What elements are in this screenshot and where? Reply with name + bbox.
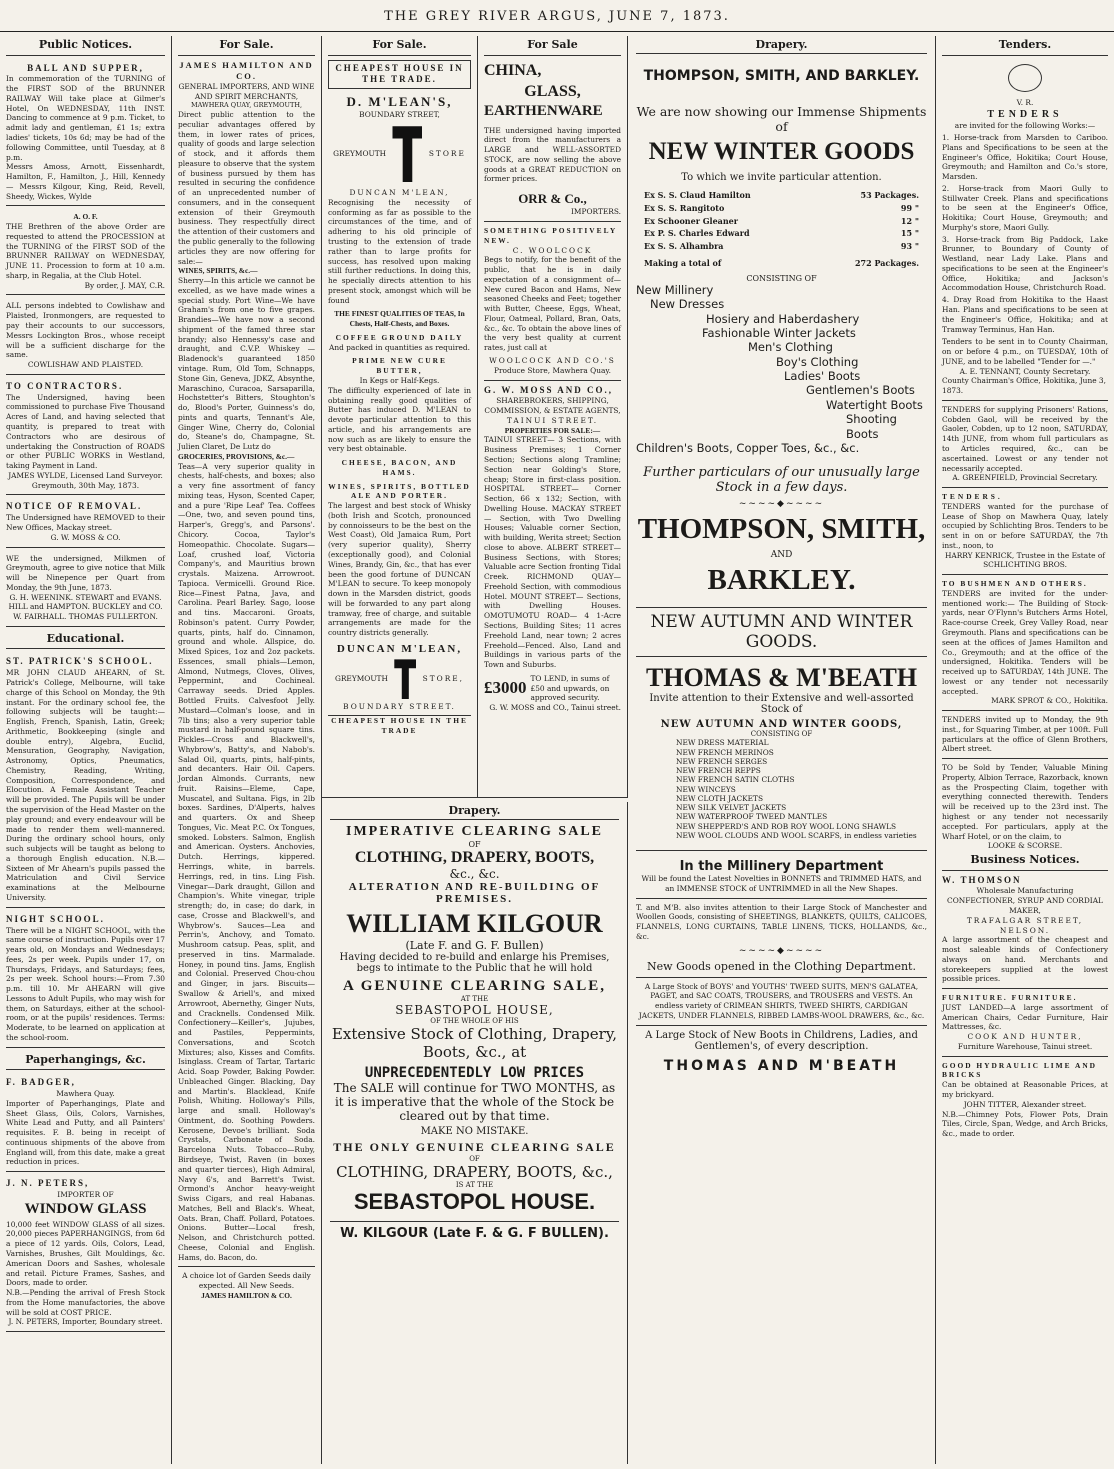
tennant-sign: A. E. TENNANT, County Secretary. — [959, 366, 1091, 376]
column-for-sale-china — [478, 36, 628, 798]
fabric-item: NEW SHEPPERD'S AND ROB ROY WOOL LONG SHAWLS — [676, 821, 897, 831]
shipment-qty: 93 " — [900, 241, 919, 252]
fabric-item: NEW FRENCH SATIN CLOTHS — [676, 775, 795, 785]
ball-notice — [6, 60, 165, 207]
aof-title: A. O. F. — [73, 212, 98, 222]
shipment-qty: 99 " — [900, 202, 919, 213]
peters-body: 10,000 feet WINDOW GLASS of all sizes. 20,000 pieces PAPERHANGINGS, from 6d a piece of 12 yards. Oils, Colors, Lead, Varnishes, Brushes, Gilt Mouldings, &c. American Doors and Sashes, wholesale and retail. Picture Frames, Sashes, and Doors, made to order. — [6, 1219, 165, 1288]
looke-sign: LOOKE & SCORSE. — [987, 841, 1063, 851]
tennant-place: County Chairman's Office, Hokitika, June 3, 1873. — [942, 376, 1106, 396]
cheapest-footer: CHEAPEST HOUSE IN THE TRADE — [328, 715, 471, 736]
total-label: Making a total of — [644, 257, 722, 268]
peters-nb: N.B.—Pending the arrival of Fresh Stock from the Home manufactories, the above will be sold at COST PRICE. — [6, 1288, 165, 1317]
kenrick-sign: HARRY KENRICK, Trustee in the Estate of SCHLICHTING BROS. — [944, 550, 1106, 570]
wines-line: WINES, SPIRITS, BOTTLED ALE AND PORTER. — [328, 481, 471, 501]
store-label: STORE — [428, 149, 466, 159]
thomson-sub: Wholesale Manufacturing CONFECTIONER, SYRUP AND CORDIAL MAKER, — [947, 886, 1103, 915]
badger-ad — [6, 1074, 165, 1172]
milk-sign: G. H. WEENINK. STEWART and EVANS. HILL and HAMPTON. BUCKLEY and CO. W. FAIRHALL. THOMAS FULLERTON. — [8, 592, 163, 622]
column-tenders — [936, 36, 1114, 1464]
aof-notice — [6, 209, 165, 295]
wines-body: Sherry—In this article we cannot be excelled, as we have made wines a special study. Port Wine—We have Graham's from one to five grapes. Brandies—We have now a second shipment of the famed three star brandy; also Hennessy's case and draught, and C.V.P. Whiskey — Bladenock's guaranteed 1850 vintage. Rum, Old Tom, Schnapps, Stone Gin, Geneva, JDKZ, Absynthe, Maraschino, Curacoa, Sarsaparilla, Hochstetter's Bitters, Stoughton's do, Blood's Porter, Guinness's do, pints and quarts, Tennant's Ale, Ginger Wine, Cherry do, Colonial do, Steane's do, Champagne, St. Julien Claret, De Lutz do — [178, 276, 315, 452]
night-school-notice — [6, 911, 165, 1048]
ornament-icon-2: ~~~~◆~~~~ — [738, 945, 825, 956]
kilgour-name: WILLIAM KILGOUR — [346, 909, 603, 938]
hamilton-address: MAWHERA QUAY, GREYMOUTH, — [190, 101, 303, 110]
aof-sign: By order, J. MAY, C.R. — [84, 280, 165, 290]
removal-sign: G. W. MOSS & CO. — [50, 532, 121, 542]
works-item: 4. Dray Road from Hokitika to the Haast Han. Plans and specifications to be seen at the Engineer's Office, Hokitika; and at Tramway Terminus, Han Han. — [942, 295, 1108, 334]
badger-sub: Mawhera Quay. — [56, 1089, 115, 1099]
drapery-heading: Drapery. — [330, 802, 619, 820]
lime-title: GOOD HYDRAULIC LIME AND BRICKS — [942, 1060, 1098, 1080]
column-heading: Public Notices. — [6, 36, 165, 56]
coffee-sub: And packed in quantities as required. — [329, 342, 470, 352]
greymouth-label-2: GREYMOUTH — [334, 674, 388, 684]
vr-label: V. R. — [1016, 98, 1034, 108]
boundary-street: BOUNDARY STREET, — [359, 110, 440, 120]
orr-importers: IMPORTERS. — [571, 207, 621, 217]
butter-line: PRIME NEW CURE BUTTER, — [352, 356, 447, 376]
thompson-title: THOMPSON, SMITH, — [637, 513, 926, 546]
duncan-name-2: DUNCAN M'LEAN, — [336, 642, 463, 655]
shipment-row — [644, 215, 919, 228]
greenfield-sign: A. GREENFIELD, Provincial Secretary. — [952, 473, 1098, 483]
woollen-body: T. and M'B. also invites attention to their Large Stock of Manchester and Woollen Goods, consisting of SHEETINGS, BLANKETS, QUILTS, CALICOES, FLANNELS, LONG CURTAINS, TABLE LINENS, TICKS, HOLLANDS, &c., &c. — [636, 902, 927, 941]
moss-street: TAINUI STREET. — [506, 415, 599, 425]
lease-title: TENDERS. — [942, 492, 1003, 502]
woolcock-sign: WOOLCOCK AND CO.'S — [489, 356, 616, 365]
only-genuine: THE ONLY GENUINE CLEARING SALE — [333, 1140, 616, 1154]
column-heading: For Sale. — [178, 36, 315, 56]
goods-item: Children's Boots, Copper Toes, &c., &c. — [636, 440, 860, 455]
prisoners-notice: TENDERS for supplying Prisoners' Rations, Cobden Gaol, will be received by the Gaoler, Cobden, up to 12 noon, SATURDAY, 14th JUNE, from whom full particulars as to Articles required, &c., can be ascertained. Lowest or any tender not necessarily accepted. — [942, 404, 1108, 473]
clothing-body: A Large Stock of BOYS' and YOUTHS' TWEED SUITS, MEN'S GALATEA, PAGET, and SAC COATS, TROUSERS, and TROUSERS and VESTS. An endless variety of CRIMEAN SHIRTS, TWEED SHIRTS, CARDIGAN JACKETS, UNDER FLANNELS, RIBBED LAMBS-WOOL DRAWERS, &c., &c. — [638, 981, 925, 1020]
cowlishaw-notice — [6, 298, 165, 374]
goods-item: Gentlemen's Boots — [806, 383, 915, 398]
cook-sub: Furniture Warehouse, Tainui street. — [957, 1041, 1093, 1051]
milk-body: WE the undersigned, Milkmen of Greymouth, agree to give notice that Milk will be Ninepence per Quart from Monday, the 9th June, 1873. — [6, 553, 165, 592]
and-line: AND — [770, 550, 793, 561]
seeds-note: A choice lot of Garden Seeds daily expected. All New Seeds. — [182, 1271, 311, 1291]
fabric-list — [636, 738, 927, 840]
shipment-qty: 53 Packages. — [860, 190, 919, 200]
window-glass: WINDOW GLASS — [24, 1200, 147, 1217]
showing-line: We are now showing our Immense Shipments of — [636, 104, 927, 134]
removal-body: The Undersigned have REMOVED to their New Offices, Mackay street. — [6, 513, 165, 532]
kilgour-late: (Late F. and G. F. Bullen) — [405, 939, 544, 952]
props-heading: PROPERTIES FOR SALE:— — [504, 425, 601, 435]
thomson-title: W. THOMSON — [942, 874, 1022, 885]
goods-item: Hosiery and Haberdashery — [706, 311, 860, 326]
paperhangings-heading: Paperhangings, &c. — [6, 1051, 165, 1071]
goods-item: Fashionable Winter Jackets — [702, 325, 856, 340]
invite-line: To which we invite particular attention. — [681, 172, 882, 183]
column-drapery — [628, 36, 936, 1464]
kilgour-advertisement — [322, 802, 628, 1464]
lend-body: TO LEND, in sums of £50 and upwards, on approved security. — [530, 673, 610, 703]
milk-notice — [6, 551, 165, 627]
kilgour-footer: W. KILGOUR (Late F. & G. F BULLEN). — [330, 1221, 619, 1241]
millinery-title: In the Millinery Department — [679, 859, 884, 875]
contractors-title: TO CONTRACTORS. — [6, 380, 124, 391]
aof-body: THE Brethren of the above Order are requested to attend the PROCESSION at the TURNING of the FIRST SOD of the BRUNNER RAILWAY on WEDNESDAY, JUNE 11. Procession to form at 10 a.m. sharp, in Regalia, at the Club Hotel. — [6, 222, 165, 280]
column-for-sale-mclean — [322, 36, 478, 798]
consisting-line: CONSISTING OF — [746, 273, 817, 283]
works-list — [942, 133, 1108, 334]
autumn-title: NEW AUTUMN AND WINTER GOODS. — [650, 612, 913, 653]
is-at-the: IS AT THE — [455, 1181, 494, 1189]
column-heading: Tenders. — [942, 36, 1108, 56]
fabric-item: NEW CLOTH JACKETS — [676, 793, 764, 803]
mbeath-title: THOMAS & M'BEATH — [645, 663, 918, 693]
further-line: Further particulars of our unusually large Stock in a few days. — [643, 465, 920, 496]
genuine-line: A GENUINE CLEARING SALE, — [342, 978, 607, 994]
woolcock-addr: Produce Store, Mawhera Quay. — [494, 365, 611, 375]
badger-body: Importer of Paperhangings, Plate and Sheet Glass, Oils, Colors, Varnishes, White Lead and Putty, and all Painters' requisites. F. B. being in receipt of continuous shipments of the above from England will, from this date, make a great reduction in prices. — [6, 1098, 165, 1167]
alteration-line: ALTERATION AND RE-BUILDING OF PREMISES. — [348, 881, 601, 905]
hamilton-sub: GENERAL IMPORTERS, AND WINE AND SPIRIT MERCHANTS, — [178, 81, 315, 101]
contractors-notice — [6, 378, 165, 496]
shipment-name: Ex S. S. Rangitoto — [644, 202, 725, 213]
butter-sub: In Kegs or Half-Kegs. — [359, 375, 440, 385]
greymouth-label: GREYMOUTH — [333, 149, 387, 159]
ornament-icon: ~~~~◆~~~~ — [738, 499, 825, 510]
fabric-item: NEW WATERPROOF TWEED MANTLES — [676, 812, 828, 822]
lend-sign: G. W. MOSS and CO., Tainui street. — [489, 703, 621, 713]
mbeath-footer: THOMAS AND M'BEATH — [663, 1057, 900, 1074]
boundary-street-2: BOUNDARY STREET. — [343, 702, 456, 712]
cowlishaw-sign: COWLISHAW AND PLAISTED. — [27, 360, 144, 370]
hamilton-intro: Direct public attention to the peculiar advantages offered by them, in lower rates of prices, quality of goods and large selection of stock, and it affords them pleasure to observe that the system of business pursued by them has resulted in securing the confidence of an unprecedented number of consumers, and in the consequent extension of their Greymouth business. They respectfully direct the attention of their customers and the public generally to the following articles they are now offering for sale:— — [178, 110, 315, 266]
shipment-row — [644, 240, 919, 253]
clothing-dept-title: New Goods opened in the Clothing Department. — [647, 959, 916, 973]
store-label-2: STORE, — [422, 674, 465, 684]
clothing-title-2: CLOTHING, DRAPERY, BOOTS, &c., — [336, 1163, 613, 1181]
at-the: AT THE — [460, 995, 489, 1003]
lime-body: Can be obtained at Reasonable Prices, at my brickyard. — [942, 1080, 1108, 1099]
mclean-body3: The largest and best stock of Whisky (both Irish and Scotch, pronounced by connoisseurs to be the best on the West Coast), Old Jamaica Rum, Port (very superior quality), Sherry (exceptionally good), and Colonial Wines, Brandy, Gin, &c., that has ever been the good fortune of DUNCAN M'LEAN to secure. To keep monopoly down in the Marsden district, goods will be forwarded to any part along tramway, free of charge, and suitable arrangements are made for the country districts generally. — [328, 501, 471, 638]
mclean-body2: The difficulty experienced of late in obtaining really good qualities of Butter has induced D. M'LEAN to devote particular attention to this article, and his arrangements are now such as are likely to ensure the very best obtainable. — [328, 385, 471, 454]
night-body: There will be a NIGHT SCHOOL, with the same course of instruction. Pupils over 17 years old, on Mondays and Wednesdays; fees, 2s per week. Pupils under 17, on Thursdays, Fridays, and Saturdays; fees, 2s per week. School hours:—From 7.30 p.m. till 10. Mr AHEARN will give Lessons to Adult Pupils, who may wish for them, on Saturdays, either at the school-room, or at the pupils' residences. Terms: Moderate, to be learned on application at the school-room. — [6, 925, 165, 1042]
send-line: Tenders to be sent in to County Chairman, on or before 4 p.m., on TUESDAY, 10th of JUNE, and to be labelled "Tender for —." — [942, 337, 1108, 366]
contractors-body: The Undersigned, having been commissioned to purchase Five Thousand Acres of Land, and having selected that quantity, is prepared to treat with Contractors who are desirous of undertaking the Construction of ROADS or other PUBLIC WORKS in Westland, taking Payment in Land. — [6, 392, 165, 471]
lend-block — [484, 674, 621, 703]
column-heading: Drapery. — [636, 36, 927, 54]
sprot-sign: MARK SPROT & CO., Hokitika. — [991, 696, 1108, 706]
mistake-line: MAKE NO MISTAKE. — [420, 1126, 529, 1137]
committee-list: Messrs Amoss, Arnott, Eissenhardt, Hamilton, F., Hamilton, J., Hill, Kennedy — Messrs Kilgour, King, Reid, Revell, Sheedy, Wickes, Wylde — [6, 162, 165, 201]
shipment-name: Ex Schooner Gleaner — [644, 215, 738, 226]
column-heading: For Sale. — [328, 36, 471, 56]
peters-ad — [6, 1175, 165, 1332]
barkley-title: BARKLEY. — [707, 564, 856, 597]
bushmen-body: TENDERS are invited for the under-mentioned work:— The Building of Stock-yards, near O'Flynn's Butchers Arms Hotel, Race-course Creek, Grey Valley Road, near Greymouth. Plans and specifications can be seen at the offices of James Hamilton and Co., Greymouth; and at the office of the undersigned, Hokitika. Tenders will be received up to SATURDAY, 14th JUNE. The lowest or any tender not necessarily accepted. — [942, 588, 1108, 696]
ball-title: BALL AND SUPPER, — [27, 62, 144, 73]
shipment-row — [644, 189, 919, 202]
total-qty: 272 Packages. — [854, 257, 919, 268]
goods-item: Men's Clothing — [748, 340, 833, 355]
clothing-title: CLOTHING, DRAPERY, BOOTS, — [354, 849, 595, 866]
groceries-body: Teas—A very superior quality in chests, half-chests, and boxes; also a very fine assortment of fancy mixing teas, Hyson, Scented Caper, and a pure 'Ripe Leaf' Tea. Coffees—One, two, and seven pound tins, Harper's, Gregg's, and Parsons'. Chicory. Cocoa, Taylor's Homeopathic. Chocolate. Sugars—Loaf, crushed loaf, Victoria Company's, and Mauritius brown crystals. Maizena. Arrowroot. Tapioca. Vermicelli. Ground Rice. Rice—Finest Patna, Java, and Carolina. Pearl Barley. Sago, loose and tins. Maccaroni. Groats, Robinson's patent. Curry Powder, quarts, pints, half do. Cinnamon, ground and whole. Allspice, do. Mixed Spices, 1oz and 2oz packets. Essences, small phials—Lemon, Almond, Nutmegs, Cloves, Olives, Peppermint, and Cochineal. Carraway seeds. Dried Apples. Bottled Fruits. Calvesfoot Jelly. Mustard—Colman's loose, and in 7lb tins; also a very superior table mustard in half-pound square tins. Pickles—Cross and Blackwell's, Whybrow's, Batty's, and Nabob's. Salad Oil, quarts, pints, half-pints, and decanters. Hair Oil. Capers. Jordan Almonds. Currants, new fruit. Raisins—Eleme, Cape, Muscatel, and Sultana. Figs, in 2lb boxes. Sardines, D'Alperts, halves and quarters. Ox and Sheep Tongues, Vic. Meat P.C. Ox Tongues, smoked. Lobsters. Salmon, English and American. Oysters. Anchovies, Dutch. Herrings, kippered. Herrings, white, in barrels. Herrings, red, in tins. Ling Fish. Vinegar—Dark draught, Gillon and Champion's. White vinegar, triple strength; do, in case; do dark, in case, Crosse and Blackwell's, and Whybrow's. Sauces—Lea and Perrin's, Anchovy, and Tomato. Mushroom catsup. Peas, split, and preserved in tins. Marmalade. Honey, in pound tins. Jams, English and Colonial. Preserved Chou-chou and Ginger, in jars. Biscuits—Swallow & Ariell's, and mixed Arrowroot, Abernethy, Ginger Nuts, and Cracknells. Condensed Milk. Confectionery—Keiller's, Jujubes, and Pastiles, Peppermints, Conversations, and Scotch Mixtures; also, Kisses and Comfits. Isinglass. Cream of Tartar, Tartaric Acid. Soap Powder, Baking Powder. Unbleached Ginger. Blacking, Day and Martin's. Blacklead, Knife Polish, Whiting. Holloway's Pills, large and small. Holloway's Ointment, do. Soothing Powders. Kerosene, Devoe's brilliant. Soda Crystals, Carbonate of Soda. Barcelona Nuts. Tobacco—Ruby, Birdseye, Twist, Raven (in boxes and quarter tierces), High Admiral, Navy 6's, and Barrett's Twist. Ormond's Anchor heavy-weight Swiss Cigars, and real Habanas. Matches, Bell and Black's. Wheat, Oats. Bran, Chaff. Pollard, Potatoes. Onions. Butter—Local fresh, Nelson, and Christchurch potted. Cheese, Colonial and English. Hams, do. Bacon, do. — [178, 461, 315, 1262]
sebastopol-line: SEBASTOPOL HOUSE, — [395, 1003, 554, 1017]
peters-title: J. N. PETERS, — [6, 1178, 90, 1189]
column-for-sale-hamilton — [172, 36, 322, 1464]
trafalgar-line: TRAFALGAR STREET, NELSON. — [966, 915, 1084, 935]
fabric-item: NEW SILK VELVET JACKETS — [676, 803, 787, 813]
props-body: TAINUI STREET— 3 Sections, with Business Premises; 1 Corner Section; Sections along Tramline; Section near Golding's Store, cheap; Store in first-class position. HOSPITAL STREET— Corner Section, 66 x 132; Section, with Dwelling House. MACKAY STREET— Section, with Two Dwelling Houses; Valuable corner Section, with building, Werita street; Section close to above. ALBERT STREET— Business Sections, with Stores; Valuable acre Section fronting Tidal Creek. RICHMOND QUAY— Freehold Section, with commodious Hotel. MOUNT STREET— Sections, with Dwelling Houses. OMOTUMOTU ROAD— 4 1-Acre Sections, Building Sites; 11 acres Freehold Land, near town; 2 acres Freehold—Fenced. Also, Land and Buildings in various parts of the Town and Suburbs. — [484, 435, 621, 670]
goods-item: Ladies' Boots — [784, 369, 861, 384]
business-heading: Business Notices. — [942, 851, 1108, 871]
t-letter-icon-2 — [394, 659, 416, 699]
shipment-name: Ex S. S. Claud Hamilton — [644, 190, 751, 200]
contractors-sign: JAMES WYLDE, Licensed Land Surveyor. Greymouth, 30th May, 1873. — [8, 470, 163, 490]
imperative-title: IMPERATIVE CLEARING SALE — [346, 824, 603, 839]
cheese-line: CHEESE, BACON, AND HAMS. — [341, 458, 458, 477]
works-item: 3. Horse-track from Big Paddock, Lake Brunner, to Boundary of County of Westland, near Lady Lake. Plans and specifications to be seen at the Engineer's Office, Hokitika; and Jackson's Accommodation House, Christchurch Road. — [942, 234, 1108, 293]
school-notice — [6, 653, 165, 907]
shipment-row — [644, 202, 919, 215]
cheapest-banner: CHEAPEST HOUSE IN THE TRADE. — [328, 60, 471, 90]
winter-goods-title: NEW WINTER GOODS — [648, 138, 915, 165]
goods-item: New Millinery — [636, 282, 714, 297]
column-public-notices — [0, 36, 172, 1464]
etc-line: &c., &c. — [449, 867, 500, 881]
timber-notice: TENDERS invited up to Monday, the 9th inst., for Squaring Timber, at per 100ft. Full particulars at the office of Glenn Brothers, Albert street. — [942, 715, 1108, 754]
tsb-title: THOMPSON, SMITH, AND BARKLEY. — [643, 68, 920, 84]
unprecedented-line: UNPRECEDENTEDLY LOW PRICES — [364, 1065, 585, 1081]
duncan-name: DUNCAN M'LEAN, — [349, 188, 450, 198]
shipment-name: Ex S. S. Alhambra — [644, 241, 724, 252]
lease-body: TENDERS wanted for the purchase of Lease of Shop on Mawhera Quay, lately occupied by Schlichting Bros. Tenders to be sent in on or before SATURDAY, the 7th inst., noon, to — [942, 501, 1108, 550]
educational-heading: Educational. — [6, 630, 165, 650]
shipment-qty: 15 " — [900, 228, 919, 239]
fabric-item: NEW WINCEYS — [676, 784, 736, 794]
orr-name: ORR & Co., — [518, 191, 587, 207]
consisting2-line: CONSISTING OF — [750, 730, 813, 739]
invite2-line: Invite attention to their Extensive and well-assorted Stock of — [649, 693, 914, 716]
continue-line: The SALE will continue for TWO MONTHS, as it is imperative that the whole of the Stock be cleared out by that time. — [333, 1081, 616, 1123]
total-row — [636, 257, 927, 270]
cowlishaw-body: ALL persons indebted to Cowlishaw and Plaisted, Ironmongers, are requested to pay their accounts to our successors, Messrs Lockington Bros., whose receipt will be a sufficient discharge for the same. — [6, 301, 165, 360]
titter-sign: JOHN TITTER, Alexander street. — [963, 1099, 1087, 1109]
teas-line: THE FINEST QUALITIES OF TEAS, In Chests, Half-Chests, and Boxes. — [334, 309, 465, 329]
invited-line: are invited for the following Works:— — [954, 121, 1096, 131]
hamilton-sign: JAMES HAMILTON & CO. — [201, 1290, 292, 1300]
mclean-body1: Recognising the necessity of conforming as far as possible to the circumstances of the time, and of adhering to his old principle of trusting to the extension of trade rather than to large profits for success, has resolved upon making still further reductions. In doing this, he specially directs attention to his present stock, amongst which will be found — [328, 197, 471, 305]
badger-title: F. BADGER, — [6, 1077, 76, 1088]
works-item: 2. Horse-track from Maori Gully to Stillwater Creek. Plans and specifications to be seen at the Engineer's Office, Hokitika; Court House, Greymouth; and Murphy's store, Maori Gully. — [942, 183, 1108, 232]
only-of: OF — [469, 1155, 480, 1163]
sold-notice: TO be Sold by Tender, Valuable Mining Property, Albion Terrace, Razorback, known as the Prospecting Claim, together with everything connected therewith. Tenders will be received up to the 23rd inst. The highest or any tender not necessarily accepted. For particulars, apply at the Wharf Hotel, or on the claim, to — [942, 763, 1108, 841]
boots-body: A Large Stock of New Boots in Childrens, Ladies, and Gentlemen's, of every description. — [645, 1029, 918, 1052]
earthenware-title: EARTHENWARE — [484, 102, 603, 119]
fabric-item: NEW FRENCH REPPS — [676, 766, 761, 776]
goods-item: Shooting Boots — [846, 412, 897, 441]
tenders-title: TENDERS — [987, 109, 1063, 121]
imperative-of: OF — [468, 840, 481, 849]
royal-crest-icon — [1008, 64, 1042, 92]
shipment-row — [644, 227, 919, 240]
having-line: Having decided to re-build and enlarge his Premises, begs to intimate to the Public that he will hold — [339, 952, 610, 974]
woolcock-name: C. WOOLCOCK — [512, 245, 593, 255]
whole-line: OF THE WHOLE OF HIS — [430, 1017, 519, 1025]
fabric-item: NEW DRESS MATERIAL — [676, 738, 769, 748]
groceries-heading: GROCERIES, PROVISIONS, &c.— — [178, 451, 295, 461]
bushmen-title: TO BUSHMEN AND OTHERS. — [942, 579, 1088, 589]
woolcock-body: Begs to notify, for the benefit of the public, that he is in daily expectation of a consignment of—New cured Bacon and Hams, New seasoned Cheeks and Feet; together with Butter, Cheese, Eggs, Wheat, Flour, Oatmeal, Pollard, Bran, Oats, &c., &c. To obtain the above lines of the very best quality at current rates, just call at — [484, 255, 621, 353]
removal-title: NOTICE OF REMOVAL. — [6, 501, 143, 512]
shipment-list — [636, 189, 927, 253]
glass-title: GLASS, — [524, 82, 581, 100]
store-logo-2 — [328, 659, 471, 699]
fabric-item: NEW WOOL CLOUDS AND WOOL SCARFS, in endless varieties — [676, 830, 917, 840]
t-letter-icon — [392, 126, 422, 182]
store-logo — [328, 126, 471, 182]
shipment-qty: 12 " — [900, 215, 919, 226]
masthead: THE GREY RIVER ARGUS, JUNE 7, 1873. — [0, 4, 1114, 32]
coffee-line: COFFEE GROUND DAILY — [335, 332, 464, 342]
peters-sign: J. N. PETERS, Importer, Boundary street. — [8, 1317, 163, 1327]
moss-name: G. W. MOSS AND CO., — [484, 384, 614, 395]
furniture-title: FURNITURE. FURNITURE. — [942, 993, 1078, 1003]
fabric-item: NEW FRENCH SERGES — [676, 756, 768, 766]
ball-body: In commemoration of the TURNING of the FIRST SOD of the BRUNNER RAILWAY Will take place at Gilmer's Hotel, On WEDNESDAY, 11th INST. Dancing to commence at 9 p.m. Ticket, to admit lady and gentleman, £1 1s; extra ladies' tickets, 10s 6d; may be had of the following Committee, until Tuesday, at 8 p.m. — [6, 74, 165, 162]
crest — [942, 60, 1108, 109]
works-item: 1. Horse-track from Marsden to Cariboo. Plans and Specifications to be seen at the Engineer's Office, Hokitika; Court House, Greymouth; and Hamilton and Co.'s store, Marsden. — [942, 133, 1108, 182]
hamilton-firm: JAMES HAMILTON AND CO. — [179, 59, 314, 81]
furniture-body: JUST LANDED—A large assortment of American Chairs, Cedar Furniture, Hair Mattresses, &c. — [942, 1002, 1108, 1032]
titter-nb: N.B.—Chimney Pots, Flower Pots, Drain Tiles, Circle, Span, Wedge, and Arch Bricks, &c., made to order. — [942, 1109, 1108, 1139]
china-body: THE undersigned having imported direct from the manufacturers a LARGE and WELL-ASSORTED STOCK, are now selling the above goods at a GREAT REDUCTION on former prices. — [484, 125, 621, 184]
thomson-body: A large assortment of the cheapest and most saleable kinds of Confectionery always on hand. Merchants and storekeepers supplied at the lowest possible prices. — [942, 935, 1108, 984]
goods-item: New Dresses — [650, 297, 725, 312]
column-heading: For Sale — [484, 36, 621, 56]
something-new: SOMETHING POSITIVELY NEW. — [484, 226, 617, 245]
wines-heading: WINES, SPIRITS, &c.— — [178, 266, 258, 276]
sebastopol-house: SEBASTOPOL HOUSE. — [353, 1189, 596, 1214]
removal-notice — [6, 498, 165, 547]
school-body: MR JOHN CLAUD AHEARN, of St. Patrick's College, Melbourne, will take charge of this School on Monday, the 9th instant. For the ordinary school fee, the following subjects will be taught:—English, French, Spanish, Latin, Greek; Arithmetic, Bookkeeping (single and double entry), Algebra, Euclid, Mensuration, Geography, Navigation, Astronomy, Optics, Pneumatics, Chemistry, Reading, Writing, Composition, Correspondence, and Elocution. A Female Assistant Teacher will be provided. The Pupils will be under the supervision of the Head Master on the play ground; and every endeavour will be made to render them well-mannered. During the ordinary school hours, only such subjects will be taught as belong to a thorough English education. N.B.—Sixteen of Mr Ahearn's pupils passed the Matriculation and Civil Service examinations at the Melbourne University. — [6, 668, 165, 902]
extensive-line: Extensive Stock of Clothing, Drapery, Boots, &c., at — [331, 1025, 618, 1061]
mclean-name: D. M'LEAN'S, — [346, 94, 453, 110]
shipment-name: Ex P. S. Charles Edward — [644, 228, 750, 239]
school-title: ST. PATRICK'S SCHOOL. — [6, 656, 154, 667]
millinery-body: Will be found the Latest Novelties in BONNETS and TRIMMED HATS, and an IMMENSE STOCK of UNTRIMMED in all the New Shapes. — [641, 874, 922, 893]
moss-sub: SHAREBROKERS, SHIPPING, COMMISSION, & ESTATE AGENTS, — [484, 396, 621, 416]
cook-title: COOK AND HUNTER, — [967, 1032, 1083, 1042]
autumn2-title: NEW AUTUMN AND WINTER GOODS, — [660, 719, 903, 731]
night-title: NIGHT SCHOOL. — [6, 913, 105, 924]
peters-sub: IMPORTER OF — [57, 1190, 114, 1200]
fabric-item: NEW FRENCH MERINOS — [676, 747, 774, 757]
goods-item: Watertight Boots — [826, 397, 923, 412]
china-title: CHINA, — [484, 61, 542, 79]
goods-item: Boy's Clothing — [776, 354, 859, 369]
lend-amount: £3000 — [484, 678, 527, 698]
goods-list — [636, 283, 927, 456]
